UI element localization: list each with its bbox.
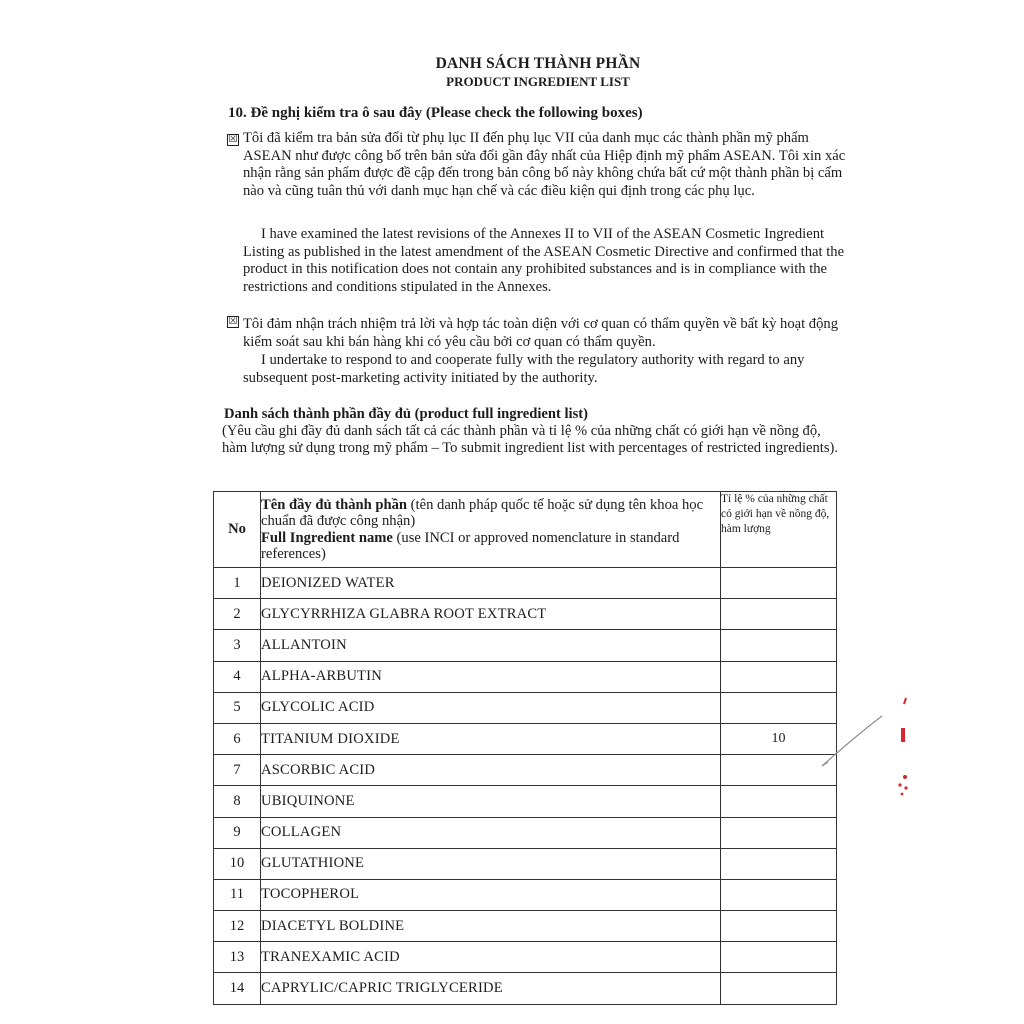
declaration-1-vn: Tôi đã kiểm tra bản sửa đổi từ phụ lục II đến phụ lục VII của danh mục các thành phần mỹ phẩm ASEAN như được công bố trên bản sửa đổi gần đây nhất của Hiệp định mỹ phẩm ASEAN. Tôi xin xác nhận rằng sản phẩm được đề cập đến trong bản công bố này không chứa bất cứ một thành phần bị cấm nào và cũng tuân thủ với danh mục hạn chế và các điều kiện qui định trong các phụ lục. [243,130,846,199]
header-no: No [214,492,261,568]
row-number: 1 [214,568,261,599]
ingredient-name: ASCORBIC ACID [261,755,721,786]
ingredient-percentage: 10 [721,723,837,754]
row-number: 10 [214,848,261,879]
row-number: 14 [214,973,261,1004]
ingredient-percentage [721,942,837,973]
ingredient-name: DIACETYL BOLDINE [261,911,721,942]
header-name-vn-bold: Tên đầy đủ thành phần [261,496,408,513]
pen-stroke-mark [818,712,888,772]
ingredient-table [213,491,837,1005]
ingredient-name: COLLAGEN [261,817,721,848]
declaration-2-vn: Tôi đảm nhận trách nhiệm trả lời và hợp tác toàn diện với cơ quan có thẩm quyền về bất kỳ hoạt động kiểm soát sau khi bán hàng khi có yêu cầu bởi cơ quan có thẩm quyền. [243,316,838,350]
checked-checkbox-2[interactable]: ☒ [228,316,238,327]
red-stamp-fragment [896,690,916,800]
ingredient-rows [214,568,837,1005]
table-row [214,599,837,630]
ingredient-name: ALPHA-ARBUTIN [261,661,721,692]
ingredient-percentage [721,848,837,879]
table-row [214,723,837,754]
ingredient-name: GLYCOLIC ACID [261,692,721,723]
ingredient-percentage [721,786,837,817]
ingredient-name: UBIQUINONE [261,786,721,817]
ingredient-name: DEIONIZED WATER [261,568,721,599]
ingredient-percentage [721,599,837,630]
ingredient-percentage [721,630,837,661]
ingredient-name: ALLANTOIN [261,630,721,661]
row-number: 3 [214,630,261,661]
checked-checkbox-1[interactable]: ☒ [228,134,238,145]
declaration-1-en: I have examined the latest revisions of the Annexes II to VII of the ASEAN Cosmetic Ingredient Listing as published in the latest amendment of the ASEAN Cosmetic Directive and confirmed that the product in this notification does not contain any prohibited substances and is in compliance with the restrictions and conditions stipulated in the Annexes. [243,226,845,295]
table-row [214,568,837,599]
ingredient-name: TRANEXAMIC ACID [261,942,721,973]
header-name-en: (use INCI or approved nomenclature in standard references) [261,529,680,562]
ingredient-percentage [721,661,837,692]
header-ingredient-name [261,492,721,568]
ingredient-name: TOCOPHEROL [261,879,721,910]
table-row [214,942,837,973]
ingredient-percentage [721,817,837,848]
section-heading: 10. Đề nghị kiểm tra ô sau đây (Please check the following boxes) [228,105,643,121]
table-header-row [214,492,837,568]
document-title-vn: DANH SÁCH THÀNH PHẦN [435,55,641,72]
ingredient-name: CAPRYLIC/CAPRIC TRIGLYCERIDE [261,973,721,1004]
table-row [214,786,837,817]
ingredient-name: GLUTATHIONE [261,848,721,879]
row-number: 7 [214,755,261,786]
ingredient-percentage [721,911,837,942]
declaration-2-en: I undertake to respond to and cooperate fully with the regulatory authority with regard to any subsequent post-marketing activity initiated by the authority. [243,352,805,386]
ingredient-percentage [721,973,837,1004]
table-row [214,911,837,942]
full-ingredient-list-heading: Danh sách thành phần đầy đủ (product full ingredient list) [224,406,589,422]
row-number: 12 [214,911,261,942]
header-name-vn: (tên danh pháp quốc tế hoặc sử dụng tên khoa học chuẩn đã được công nhận) [261,496,704,529]
table-row [214,973,837,1004]
ingredient-name: GLYCYRRHIZA GLABRA ROOT EXTRACT [261,599,721,630]
document-title-en: PRODUCT INGREDIENT LIST [446,74,630,89]
row-number: 9 [214,817,261,848]
row-number: 5 [214,692,261,723]
ingredient-name: TITANIUM DIOXIDE [261,723,721,754]
ingredient-percentage [721,568,837,599]
table-row [214,879,837,910]
row-number: 6 [214,723,261,754]
table-row [214,848,837,879]
table-row [214,817,837,848]
row-number: 4 [214,661,261,692]
header-percentage: Tỉ lệ % của những chất có giới hạn về nồng độ, hàm lượng [721,492,837,568]
table-row [214,630,837,661]
table-row [214,692,837,723]
row-number: 8 [214,786,261,817]
row-number: 13 [214,942,261,973]
header-name-en-bold: Full Ingredient name [261,529,393,546]
row-number: 11 [214,879,261,910]
full-ingredient-list-note: (Yêu cầu ghi đầy đủ danh sách tất cả các thành phần và tỉ lệ % của những chất có giới hạn về nồng độ, hàm lượng sử dụng trong mỹ phẩm – To submit ingredient list with percentages of restricted ingredients). [222,423,839,456]
ingredient-percentage [721,879,837,910]
table-row [214,661,837,692]
table-row [214,755,837,786]
row-number: 2 [214,599,261,630]
